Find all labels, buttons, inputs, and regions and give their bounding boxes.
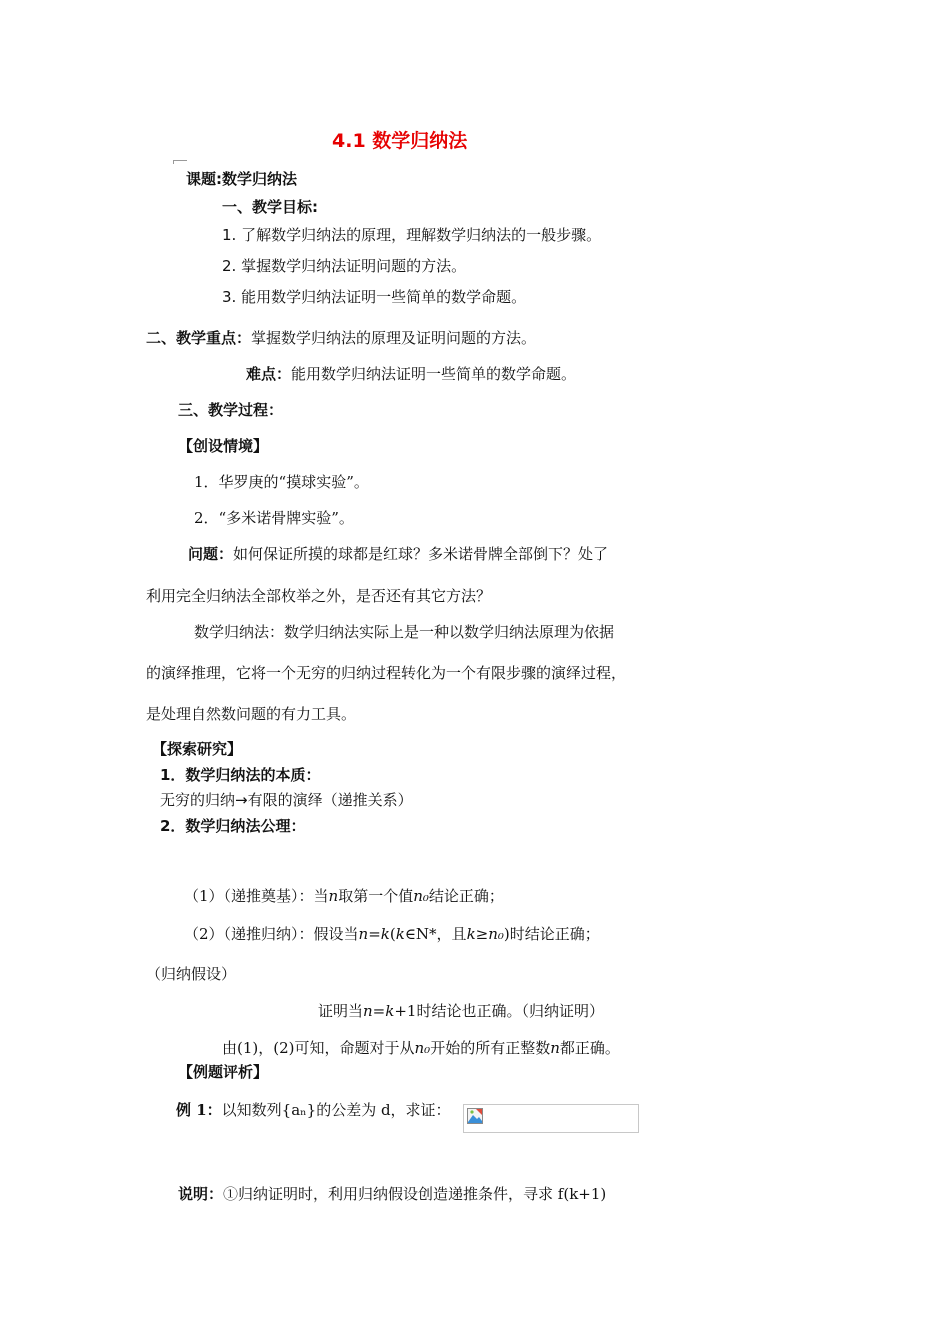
definition-line-1: 数学归纳法：数学归纳法实际上是一种以数学归纳法原理为依据	[194, 623, 615, 641]
axiom-conclusion-b: 开始的所有正整数	[430, 1039, 551, 1057]
scenario-item-1: 1．华罗庚的“摸球实验”。	[194, 473, 369, 491]
objective-item-3: 3. 能用数学归纳法证明一些简单的数学命题。	[222, 288, 527, 306]
example-1-line	[176, 1099, 451, 1120]
scenario-heading: 【创设情境】	[178, 437, 269, 455]
axiom-step-1-a: （1）（递推奠基）：当	[184, 887, 329, 905]
axiom-step-2-note: （归纳假设）	[146, 965, 237, 983]
objective-item-2: 2. 掌握数学归纳法证明问题的方法。	[222, 257, 467, 275]
axiom-step-2	[184, 923, 600, 944]
definition-line-3: 是处理自然数问题的有力工具。	[146, 705, 357, 723]
axiom-step-2-c: ∈N*，且	[404, 925, 467, 943]
broken-image-icon	[467, 1108, 483, 1124]
axiom-step-2-proof	[318, 1000, 604, 1021]
example-1-text: 以知数列{aₙ}的公差为 d，求证：	[221, 1101, 451, 1119]
axiom-step-1-b: 取第一个值	[338, 887, 414, 905]
objective-item-1: 1. 了解数学归纳法的原理，理解数学归纳法的一般步骤。	[222, 226, 602, 244]
axiom-conclusion-var2: n	[550, 1039, 560, 1057]
scenario-item-2: 2．“多米诺骨牌实验”。	[194, 509, 354, 527]
axiom-conclusion	[222, 1037, 620, 1058]
explore-item-2-text: 2．数学归纳法公理：	[160, 817, 306, 835]
explore-item-1-detail: 无穷的归纳→有限的演绎（递推关系）	[160, 791, 413, 809]
difficulty-line	[246, 363, 576, 384]
key-points-label: 二、教学重点：	[146, 329, 252, 347]
axiom-step-1-var: n	[328, 887, 339, 905]
axiom-conclusion-c: 都正确。	[559, 1039, 620, 1057]
question-label: 问题：	[188, 545, 234, 563]
note-line	[178, 1183, 606, 1204]
note-text: ①归纳证明时，利用归纳假设创造递推条件，寻求 f(k+1)	[223, 1185, 607, 1203]
examples-heading: 【例题评析】	[178, 1063, 269, 1081]
page-title: 4.1 数学归纳法	[332, 130, 468, 152]
axiom-conclusion-a: 由(1)，(2)可知，命题对于从	[222, 1039, 415, 1057]
axiom-proof-b: +1时结论也正确。（归纳证明）	[394, 1002, 604, 1020]
axiom-step-2-d: )时结论正确；	[503, 925, 600, 943]
key-points-text: 掌握数学归纳法的原理及证明问题的方法。	[251, 329, 537, 347]
explore-item-2	[160, 815, 305, 836]
explore-item-1	[160, 764, 320, 785]
axiom-conclusion-var: n₀	[414, 1039, 431, 1057]
process-heading: 三、教学过程：	[178, 401, 284, 419]
axiom-step-2-var3: k≥n₀	[466, 925, 504, 943]
topic-line: 课题:数学归纳法	[186, 170, 297, 188]
definition-line-2: 的演绎推理，它将一个无穷的归纳过程转化为一个有限步骤的演绎过程，	[146, 664, 627, 682]
axiom-step-1-var2: n₀	[413, 887, 429, 905]
corner-mark	[173, 160, 187, 161]
explore-heading: 【探索研究】	[152, 740, 243, 758]
objectives-heading: 一、教学目标:	[222, 198, 318, 216]
question-line-1	[188, 543, 608, 564]
explore-item-1-text: 1．数学归纳法的本质：	[160, 766, 321, 784]
axiom-step-1-c: 结论正确；	[428, 887, 504, 905]
axiom-step-2-b: (	[389, 925, 396, 943]
axiom-step-2-var: n=k	[358, 925, 390, 943]
note-label: 说明：	[178, 1185, 224, 1203]
axiom-step-2-var2: k	[395, 925, 405, 943]
question-line-2: 利用完全归纳法全部枚举之外，是否还有其它方法？	[146, 587, 492, 605]
question-text-1: 如何保证所摸的球都是红球？多米诺骨牌全部倒下？处了	[233, 545, 609, 563]
difficulty-text: 能用数学归纳法证明一些简单的数学命题。	[291, 365, 577, 383]
key-points-line	[146, 327, 536, 348]
formula-image-placeholder	[463, 1104, 639, 1133]
example-1-label: 例 1：	[176, 1101, 222, 1119]
axiom-proof-a: 证明当	[318, 1002, 364, 1020]
corner-mark-tick	[173, 160, 174, 164]
axiom-step-2-a: （2）（递推归纳）：假设当	[184, 925, 359, 943]
axiom-step-1	[184, 885, 504, 906]
difficulty-label: 难点：	[246, 365, 292, 383]
axiom-proof-var: n=k	[363, 1002, 395, 1020]
